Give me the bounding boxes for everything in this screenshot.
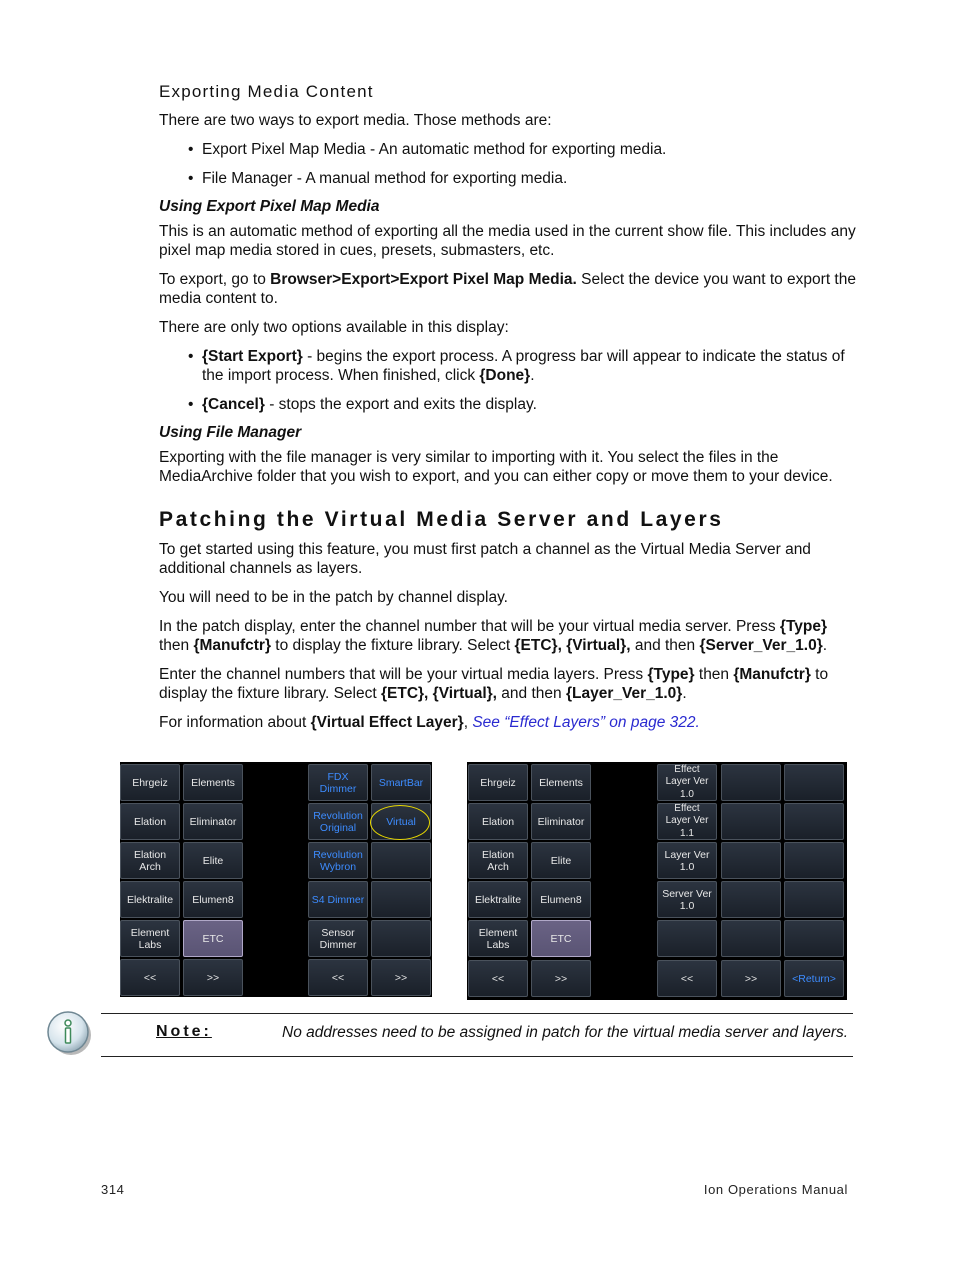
key-fdx-dimmer[interactable]: FDX Dimmer [308,764,368,801]
key-empty[interactable] [784,803,844,840]
options-paragraph: There are only two options available in this display: [159,319,509,336]
note-divider-top [101,1013,853,1014]
key-element-labs[interactable]: Element Labs [468,920,528,957]
key-etc[interactable]: ETC [183,920,243,957]
section-title: Exporting Media Content [159,82,374,101]
note-divider-bottom [101,1056,853,1057]
key-empty[interactable] [657,920,717,957]
key-element-labs[interactable]: Element Labs [120,920,180,957]
key-elumen8[interactable]: Elumen8 [531,881,591,918]
key-page-prev[interactable]: << [120,959,180,996]
key-ehrgeiz[interactable]: Ehrgeiz [120,764,180,801]
key-eliminator[interactable]: Eliminator [183,803,243,840]
subheading-export-pixel: Using Export Pixel Map Media [159,198,380,215]
patching-paragraph-1: To get started using this feature, you must first patch a channel as the Virtual Media Server and additional channels as layers. [159,541,811,577]
patching-paragraph-3: In the patch display, enter the channel number that will be your virtual media server. Press {Type} then {Manufctr} to display the fixture library. Select {ETC}, {Virtual}, and then {Server_Ver_1.0}. [159,618,828,654]
key-eliminator[interactable]: Eliminator [531,803,591,840]
key-empty[interactable] [784,920,844,957]
key-elation-arch[interactable]: Elation Arch [120,842,180,879]
key-page-prev[interactable]: << [468,960,528,997]
patching-title: Patching the Virtual Media Server and Layers [159,508,724,531]
key-page-prev-2[interactable]: << [308,959,368,996]
key-empty[interactable] [784,764,844,801]
file-manager-paragraph: Exporting with the file manager is very similar to importing with it. You select the files in the MediaArchive folder that you wish to export, and you can either copy or move them to your device. [159,449,833,485]
key-return[interactable]: <Return> [784,960,844,997]
option-cancel: • {Cancel} - stops the export and exits the display. [188,396,537,413]
note-label: Note: [156,1023,212,1040]
key-elation-arch[interactable]: Elation Arch [468,842,528,879]
key-sensor-dimmer[interactable]: Sensor Dimmer [308,920,368,957]
key-empty[interactable] [371,920,431,957]
key-smartbar[interactable]: SmartBar [371,764,431,801]
patching-paragraph-2: You will need to be in the patch by channel display. [159,589,508,606]
key-elements[interactable]: Elements [531,764,591,801]
option-start-export: • {Start Export} - begins the export process. A progress bar will appear to indicate the status of the import process. When finished, click {Done}. [188,348,845,384]
key-empty[interactable] [721,881,781,918]
method-item: • File Manager - A manual method for exporting media. [188,170,568,187]
patching-paragraph-4: Enter the channel numbers that will be your virtual media layers. Press {Type} then {Manufctr} to display the fixture library. Select {ETC}, {Virtual}, and then {Layer_Ver_1.0}. [159,666,829,702]
key-elements[interactable]: Elements [183,764,243,801]
key-empty[interactable] [721,764,781,801]
key-elation[interactable]: Elation [120,803,180,840]
key-layer-ver-1-0[interactable]: Layer Ver 1.0 [657,842,717,879]
key-empty[interactable] [371,881,431,918]
manual-title: Ion Operations Manual [703,1182,848,1197]
export-path-paragraph: To export, go to Browser>Export>Export Pixel Map Media. Select the device you want to export the media content to. [159,271,856,307]
subheading-file-manager: Using File Manager [159,424,302,441]
key-empty[interactable] [721,842,781,879]
key-page-next[interactable]: >> [183,959,243,996]
key-ehrgeiz[interactable]: Ehrgeiz [468,764,528,801]
key-elation[interactable]: Elation [468,803,528,840]
key-empty[interactable] [784,842,844,879]
key-elite[interactable]: Elite [183,842,243,879]
key-page-next[interactable]: >> [531,960,591,997]
key-empty[interactable] [371,842,431,879]
key-effect-layer-ver-1-0[interactable]: Effect Layer Ver 1.0 [657,764,717,801]
key-effect-layer-ver-1-1[interactable]: Effect Layer Ver 1.1 [657,803,717,840]
key-etc[interactable]: ETC [531,920,591,957]
highlight-circle [370,805,430,840]
page-number: 314 [101,1182,125,1197]
fixture-library-screenshot-left [120,762,432,997]
key-elumen8[interactable]: Elumen8 [183,881,243,918]
key-empty[interactable] [721,803,781,840]
patching-paragraph-5: For information about {Virtual Effect Layer}, See “Effect Layers” on page 322. [159,714,700,731]
effect-layers-link[interactable]: See “Effect Layers” on page 322. [472,714,700,731]
key-empty[interactable] [784,881,844,918]
key-page-next-2[interactable]: >> [371,959,431,996]
key-server-ver-1-0[interactable]: Server Ver 1.0 [657,881,717,918]
key-page-prev-2[interactable]: << [657,960,717,997]
note-text: No addresses need to be assigned in patch for the virtual media server and layers. [282,1024,849,1041]
intro-paragraph: There are two ways to export media. Those methods are: [159,112,552,129]
key-s4-dimmer[interactable]: S4 Dimmer [308,881,368,918]
key-revolution-original[interactable]: Revolution Original [308,803,368,840]
method-item: • Export Pixel Map Media - An automatic method for exporting media. [188,141,667,158]
key-empty[interactable] [721,920,781,957]
export-pixel-paragraph: This is an automatic method of exporting all the media used in the current show file. This includes any pixel map media stored in cues, presets, submasters, etc. [159,223,856,259]
fixture-library-screenshot-right [467,762,847,1000]
info-icon [46,1010,92,1056]
key-elektralite[interactable]: Elektralite [468,881,528,918]
key-elektralite[interactable]: Elektralite [120,881,180,918]
key-revolution-wybron[interactable]: Revolution Wybron [308,842,368,879]
key-virtual[interactable]: Virtual [371,803,431,840]
key-elite[interactable]: Elite [531,842,591,879]
key-page-next-2[interactable]: >> [721,960,781,997]
